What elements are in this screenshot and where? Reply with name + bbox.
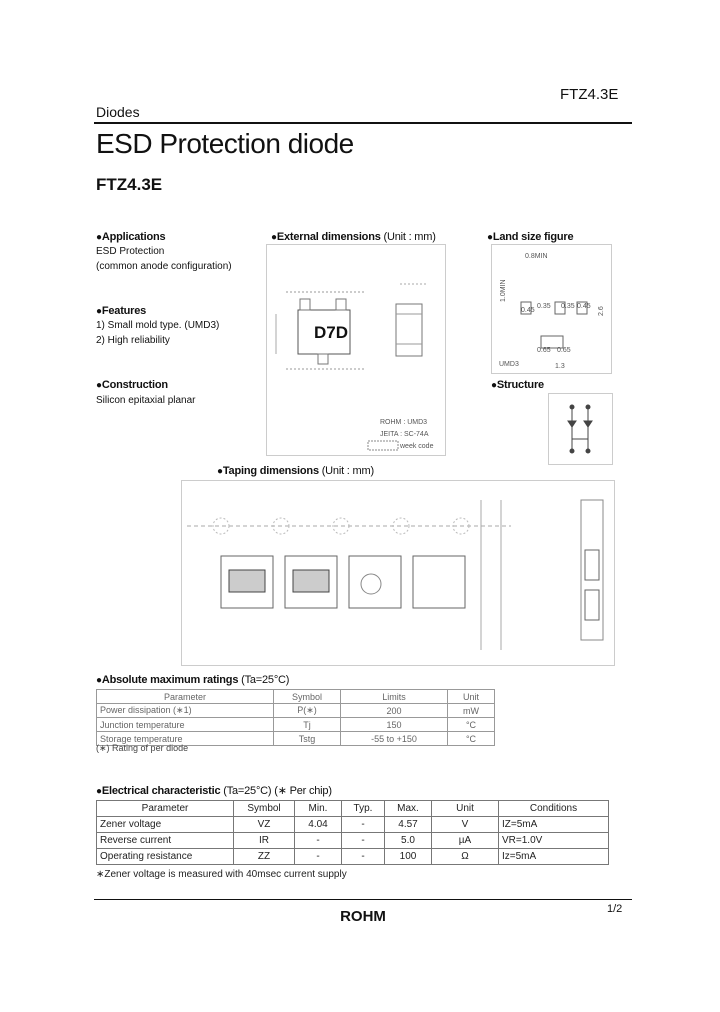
taping-dimensions-figure	[181, 480, 615, 666]
bullet-icon: ●	[96, 380, 102, 391]
bullet-icon: ●	[96, 786, 102, 797]
table-row: Zener voltage VZ 4.04 - 4.57 V IZ=5mA	[97, 817, 609, 833]
page-number: 1/2	[607, 903, 623, 915]
table-header-row: Parameter Symbol Limits Unit	[97, 690, 495, 704]
table-row: Power dissipation (∗1) P(∗) 200 mW	[97, 704, 495, 718]
bullet-icon: ●	[487, 232, 493, 243]
land-package-label: UMD3	[499, 361, 519, 368]
header-part-number: FTZ4.3E	[560, 86, 619, 103]
svg-text:2.6: 2.6	[598, 306, 605, 316]
svg-text:1.3: 1.3	[555, 363, 565, 370]
page-title: ESD Protection diode	[96, 128, 354, 159]
package-marking: D7D	[314, 323, 349, 342]
electrical-note: ∗Zener voltage is measured with 40msec current supply	[96, 869, 347, 880]
bullet-icon: ●	[271, 232, 277, 243]
abs-max-note: (∗) Rating of per diode	[96, 743, 189, 753]
svg-text:0.45: 0.45	[521, 307, 535, 314]
bullet-icon: ●	[96, 232, 102, 243]
lead	[336, 299, 346, 310]
part-number: FTZ4.3E	[96, 175, 163, 194]
table-row: Reverse current IR - - 5.0 µA VR=1.0V	[97, 833, 609, 849]
table-header-row: Parameter Symbol Min. Typ. Max. Unit Conditions	[97, 801, 609, 817]
header-rule	[94, 122, 632, 124]
legend-week-code: week code	[400, 443, 434, 450]
applications-heading: ●Applications	[96, 231, 166, 243]
external-dimensions-heading: ●External dimensions (Unit : mm)	[271, 231, 436, 243]
bullet-icon: ●	[491, 380, 497, 391]
category-label: Diodes	[96, 104, 140, 120]
features-text: 1) Small mold type. (UMD3) 2) High reliability	[96, 320, 220, 346]
table-row: Operating resistance ZZ - - 100 Ω Iz=5mA	[97, 849, 609, 865]
svg-text:0.35: 0.35	[561, 303, 575, 310]
table-row: Junction temperature Tj 150 °C	[97, 718, 495, 732]
bullet-icon: ●	[96, 306, 102, 317]
svg-text:0.45: 0.45	[577, 303, 591, 310]
table-row: Storage temperature Tstg -55 to +150 °C	[97, 732, 495, 746]
svg-text:0.8MIN: 0.8MIN	[525, 253, 548, 260]
electrical-table	[96, 800, 609, 865]
construction-heading: ●Construction	[96, 379, 168, 391]
land-size-heading: ●Land size figure	[487, 231, 574, 243]
features-heading: ●Features	[96, 305, 147, 317]
abs-max-heading: ●Absolute maximum ratings (Ta=25°C)	[96, 674, 290, 686]
bullet-icon: ●	[217, 466, 223, 477]
svg-text:1.0MIN: 1.0MIN	[500, 279, 507, 302]
abs-max-table	[96, 689, 495, 746]
construction-text: Silicon epitaxial planar	[96, 395, 196, 406]
applications-text: ESD Protection (common anode configuration)	[96, 246, 232, 272]
taping-heading: ●Taping dimensions (Unit : mm)	[217, 465, 374, 477]
tape-pocket	[349, 556, 401, 608]
external-dimensions-figure	[266, 244, 446, 456]
lead	[318, 354, 328, 364]
footer-rule	[94, 899, 632, 900]
bullet-icon: ●	[96, 675, 102, 686]
svg-text:ROHM: ROHM	[340, 908, 386, 923]
rohm-logo	[333, 907, 393, 923]
svg-text:0.35: 0.35	[537, 303, 551, 310]
svg-text:0.65: 0.65	[537, 347, 551, 354]
structure-heading: ●Structure	[491, 379, 544, 391]
structure-figure	[548, 393, 613, 465]
package-side-view	[396, 304, 422, 356]
electrical-heading: ●Electrical characteristic (Ta=25°C) (∗ Per chip)	[96, 785, 332, 797]
lead	[300, 299, 310, 310]
legend-jeita: JEITA : SC-74A	[380, 431, 429, 438]
svg-text:0.65: 0.65	[557, 347, 571, 354]
legend-rohm: ROHM : UMD3	[380, 419, 428, 426]
tape-pocket	[413, 556, 465, 608]
land-size-figure	[491, 244, 612, 374]
